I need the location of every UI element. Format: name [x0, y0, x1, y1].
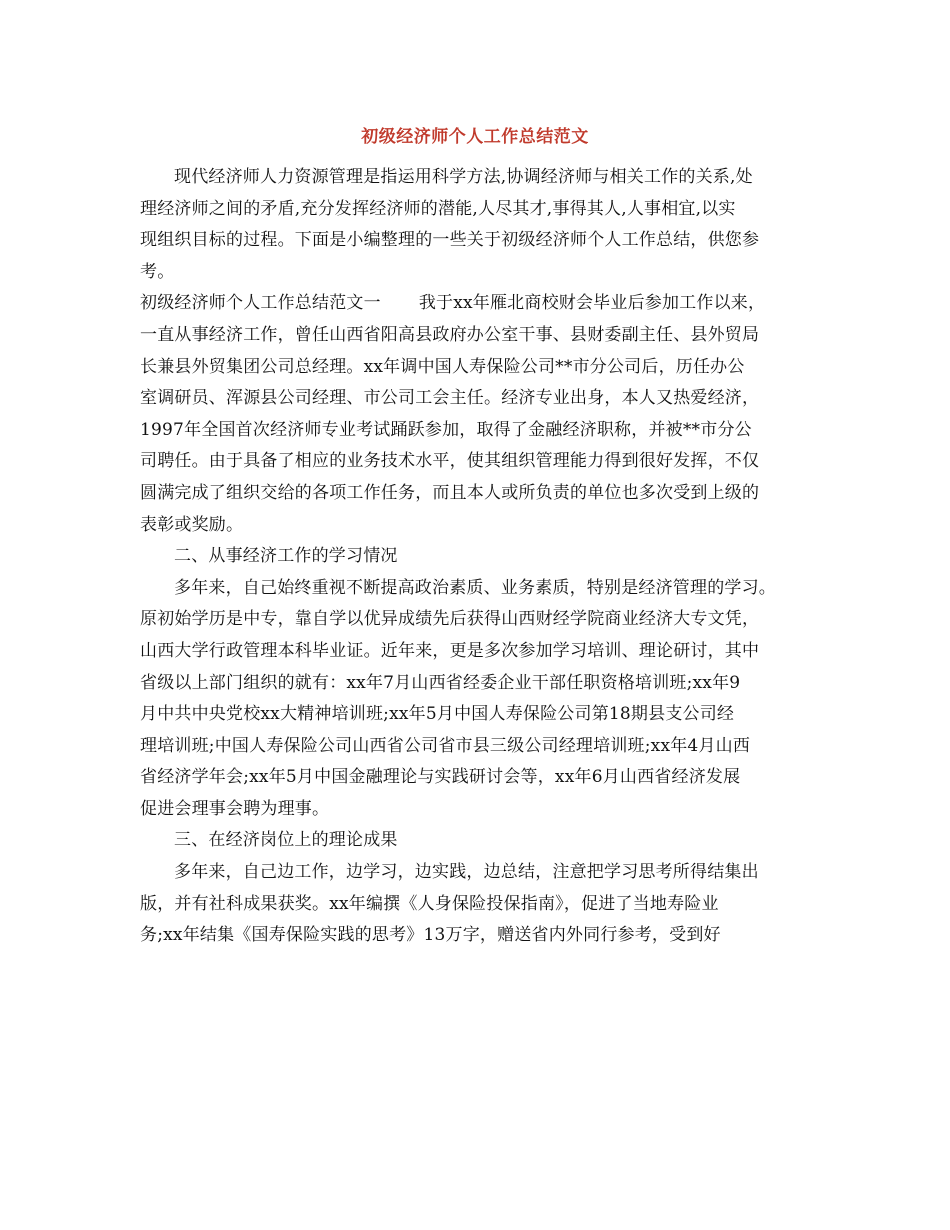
section1-line: 圆满完成了组织交给的各项工作任务，而且本人或所负责的单位也多次受到上级的	[140, 482, 760, 503]
document-body	[140, 162, 825, 952]
intro-paragraph	[140, 162, 825, 288]
section2-line: 原初始学历是中专，靠自学以优异成绩先后获得山西财经学院商业经济大专文凭，	[140, 609, 760, 630]
intro-line: 现代经济师人力资源管理是指运用科学方法,协调经济师与相关工作的关系,处	[174, 167, 753, 187]
document-title: 初级经济师个人工作总结范文	[361, 127, 589, 147]
section2-line: 省经济学年会;xx年5月中国金融理论与实践研讨会等，xx年6月山西省经济发展	[140, 767, 741, 788]
section3-line: 务;xx年结集《国寿保险实践的思考》13万字，赠送省内外同行参考，受到好	[140, 925, 721, 946]
section3-line: 多年来，自己边工作，边学习，边实践，边总结，注意把学习思考所得结集出	[174, 862, 759, 883]
section1-line: 室调研员、浑源县公司经理、市公司工会主任。经济专业出身，本人又热爱经济，	[140, 388, 760, 409]
section1-first-line	[140, 288, 825, 320]
section1-line: 司聘任。由于具备了相应的业务技术水平，使其组织管理能力得到很好发挥，不仅	[140, 451, 760, 472]
section3-heading: 三、在经济岗位上的理论成果	[174, 830, 398, 851]
section2-paragraph	[140, 573, 825, 826]
section2-line: 省级以上部门组织的就有：xx年7月山西省经委企业干部任职资格培训班;xx年9	[140, 672, 741, 693]
section1-line: 表彰或奖励。	[140, 514, 244, 535]
section1-line: 1997年全国首次经济师专业考试踊跃参加，取得了金融经济职称，并被**市分公	[140, 419, 752, 440]
section1-paragraph	[140, 288, 825, 541]
intro-line: 现组织目标的过程。下面是小编整理的一些关于初级经济师个人工作总结，供您参	[140, 230, 760, 251]
intro-line: 考。	[140, 261, 175, 282]
section1-line: 一直从事经济工作，曾任山西省阳高县政府办公室干事、县财委副主任、县外贸局	[140, 324, 760, 345]
section2-line: 多年来，自己始终重视不断提高政治素质、业务素质，特别是经济管理的学习。	[174, 577, 776, 598]
section2-line: 促进会理事会聘为理事。	[140, 798, 330, 819]
section2-line: 山西大学行政管理本科毕业证。近年来，更是多次参加学习培训、理论研讨，其中	[140, 640, 760, 661]
section3-paragraph	[140, 857, 825, 952]
section1-line: 长兼县外贸集团公司总经理。xx年调中国人寿保险公司**市分公司后，历任办公	[140, 356, 745, 377]
section3-line: 版，并有社科成果获奖。xx年编撰《人身保险投保指南》，促进了当地寿险业	[140, 893, 719, 914]
intro-line: 理经济师之间的矛盾,充分发挥经济师的潜能,人尽其才,事得其人,人事相宜,以实	[140, 198, 736, 219]
section1-heading: 初级经济师个人工作总结范文一	[140, 293, 381, 314]
section2-line: 理培训班;中国人寿保险公司山西省公司省市县三级公司经理培训班;xx年4月山西	[140, 735, 751, 756]
section2-line: 月中共中央党校xx大精神培训班;xx年5月中国人寿保险公司第18期县支公司经	[140, 704, 735, 725]
section1-first-text: 我于xx年雁北商校财会毕业后参加工作以来，	[418, 293, 766, 314]
section2-heading: 二、从事经济工作的学习情况	[174, 546, 398, 567]
